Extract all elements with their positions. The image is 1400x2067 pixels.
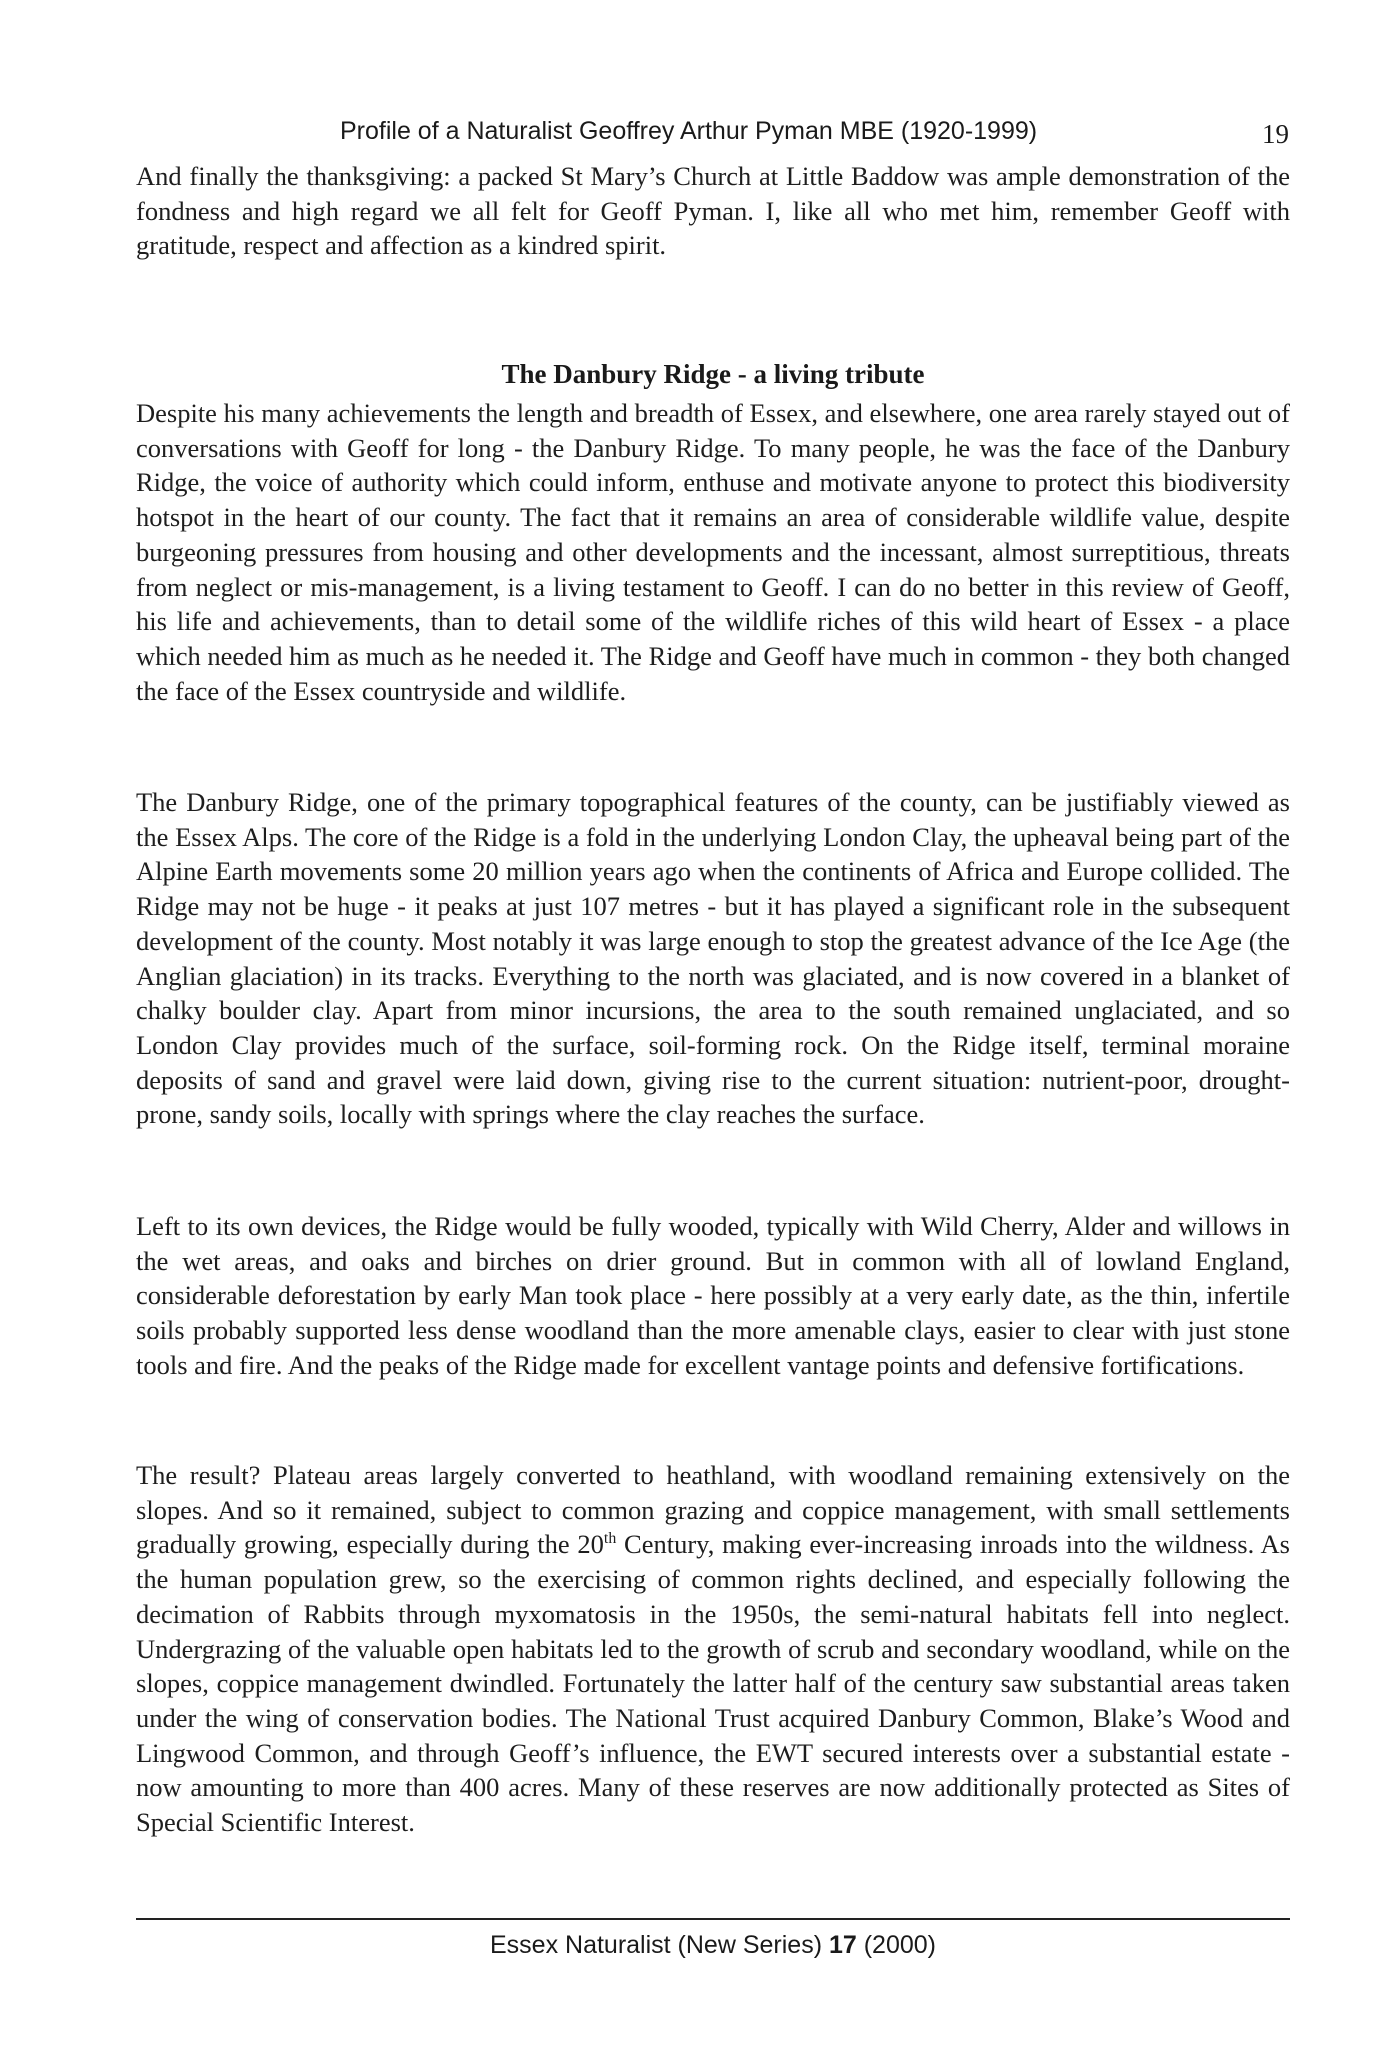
running-header-title: Profile of a Naturalist Geoffrey Arthur Pyman MBE (1920-1999) — [340, 117, 1038, 145]
footer-year: (2000) — [856, 1931, 936, 1959]
page-number: 19 — [1262, 119, 1289, 149]
footer-divider — [136, 1918, 1290, 1920]
footer-journal: Essex Naturalist (New Series) — [489, 1931, 829, 1959]
paragraph-danbury-intro: Despite his many achievements the length and breadth of Essex, and elsewhere, one area rarely stayed out of conversations with Geoff for long - the Danbury Ridge. To many people, he was the face of the Danbury Ridge, the voice of authority which could inform, enthuse and motivate anyone to protect this biodiversity hotspot in the heart of our county. The fact that it remains an area of considerable wildlife value, despite burgeoning pressures from housing and other developments and the incessant, almost surreptitious, threats from neglect or mis-management, is a living testament to Geoff. I can do no better in this review of Geoff, his life and achievements, than to detail some of the wildlife riches of this wild heart of Essex - a place which needed him as much as he needed it. The Ridge and Geoff have much in common - they both changed the face of the Essex countryside and wildlife. — [136, 398, 1290, 706]
footer-volume: 17 — [828, 1931, 857, 1959]
paragraph-geology: The Danbury Ridge, one of the primary topographical features of the county, can be justifiably viewed as the Essex Alps. The core of the Ridge is a fold in the underlying London Clay, the upheaval being part of the Alpine Earth movements some 20 million years ago when the continents of Africa and Europe collided. The Ridge may not be huge - it peaks at just 107 metres - but it has played a significant role in the subsequent development of the county. Most notably it was large enough to stop the greatest advance of the Ice Age (the Anglian glaciation) in its tracks. Everything to the north was glaciated, and is now covered in a blanket of chalky boulder clay. Apart from minor incursions, the area to the south remained unglaciated, and so London Clay provides much of the surface, soil-forming rock. On the Ridge itself, terminal moraine deposits of sand and gravel were laid down, giving rise to the current situation: nutrient-poor, drought-prone, sandy soils, locally with springs where the clay reaches the surface. — [136, 787, 1290, 1130]
paragraph-heathland-part1: The result? Plateau areas largely converted to heathland, with woodland remaining extensively on the slopes. And so it remained, subject to common grazing and coppice management, with small settlements gradually growing, especially during the 20 — [136, 1460, 1290, 1560]
paragraph-heathland-part2: Century, making ever-increasing inroads into the wildness. As the human population grew, so the exercising of common rights declined, and especially following the decimation of Rabbits through myxomatosis in the 1950s, the semi-natural habitats fell into neglect. Undergrazing of the valuable open habitats led to the growth of scrub and secondary woodland, while on the slopes, coppice management dwindled. Fortunately the latter half of the century saw substantial areas taken under the wing of conservation bodies. The National Trust acquired Danbury Common, Blake’s Wood and Lingwood Common, and through Geoff’s influence, the EWT secured interests over a substantial estate - now amounting to more than 400 acres. Many of these reserves are now additionally protected as Sites of Special Scientific Interest. — [136, 1529, 1290, 1838]
paragraph-heathland — [136, 1458, 1290, 1840]
paragraph-woodland: Left to its own devices, the Ridge would be fully wooded, typically with Wild Cherry, Alder and willows in the wet areas, and oaks and birches on drier ground. But in common with all of lowland England, considerable deforestation by early Man took place - here possibly at a very early date, as the thin, infertile soils probably supported less dense woodland than the more amenable clays, easier to clear with just stone tools and fire. And the peaks of the Ridge made for excellent vantage points and defensive fortifications. — [136, 1211, 1290, 1380]
section-heading: The Danbury Ridge - a living tribute — [501, 359, 925, 389]
intro-paragraph: And finally the thanksgiving: a packed St Mary’s Church at Little Baddow was ample demonstration of the fondness and high regard we all felt for Geoff Pyman. I, like all who met him, remember Geoff with gratitude, respect and affection as a kindred spirit. — [136, 161, 1290, 261]
superscript-ordinal: th — [603, 1530, 617, 1548]
footer-citation — [136, 1931, 1290, 1960]
